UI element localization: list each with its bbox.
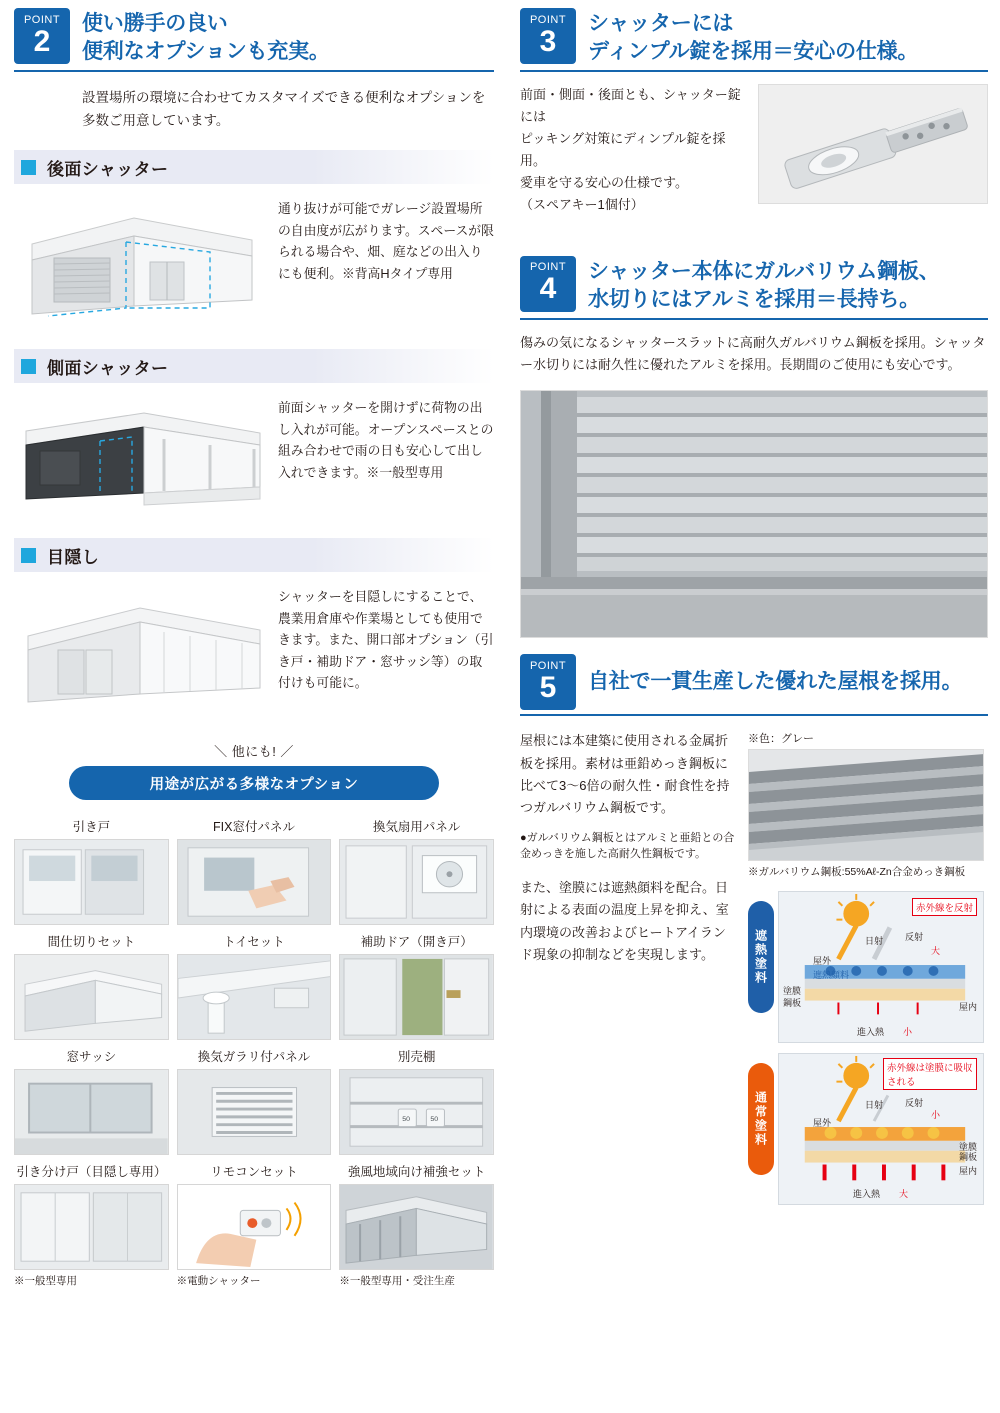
point-4-title (588, 256, 940, 314)
option-label: 窓サッシ (66, 1050, 117, 1065)
point-5-text-column (520, 730, 738, 1204)
point-5-title-line1: 自社で一貫生産した優れた屋根を採用。 (588, 670, 963, 694)
point-4-body: 傷みの気になるシャッタースラットに高耐久ガルバリウム鋼板を採用。シャッター水切りには耐久性に優れたアルミを採用。長期間のご使用にも安心です。 (520, 334, 986, 373)
point-4-badge-number: 4 (539, 272, 557, 306)
folded-roof-photo (748, 749, 984, 861)
point-3-title-line2: ディンプル錠を採用＝安心の仕様。 (588, 39, 919, 63)
point-2-badge-label: POINT (23, 13, 61, 26)
point-5-body-1: 屋根には本建築に使用される金属折板を採用。素材は亜鉛めっき鋼板に比べて3〜6倍の耐久性・耐食性を持つガルバリウム鋼板です。 (520, 733, 730, 816)
normal-paint-diagram (748, 1053, 984, 1205)
blindfold-illustration (14, 584, 272, 719)
normal-paint-diagram-label: 通常塗料 (748, 1063, 774, 1175)
option-item (14, 812, 169, 925)
option-item (177, 812, 332, 925)
normal-paint-diagram-box (778, 1053, 984, 1205)
section-side-shutter-text: 前面シャッターを開けずに荷物の出し入れが可能。オープンスペースとの組み合わせで雨の日も安心して出し入れできます。※一般型専用 (278, 400, 494, 480)
right-column (520, 8, 988, 1205)
option-item (339, 927, 494, 1040)
point-2-title-line2: 便利なオプションも充実。 (82, 39, 330, 63)
label-coating: 塗膜 (783, 985, 802, 996)
sliding-door-thumb (14, 839, 169, 925)
option-label: 強風地域向け補強セット (347, 1165, 486, 1180)
point-5-rule (520, 714, 988, 716)
option-label: 引き戸 (72, 820, 111, 835)
section-rear-shutter-bar (14, 150, 494, 184)
option-label: トイセット (223, 935, 285, 950)
label-steel-plate: 鋼板 (958, 1151, 977, 1162)
section-side-shutter (14, 395, 494, 520)
section-rear-shutter (14, 196, 494, 331)
point-3-body-line-4: （スペアキー1個付） (520, 197, 644, 213)
section-rear-shutter-title: 後面シャッター (47, 159, 169, 179)
point-2-badge (14, 8, 70, 64)
point-5-title (588, 654, 962, 696)
section-blindfold-bar (14, 538, 494, 572)
point-3-badge-label: POINT (529, 13, 567, 26)
label-sunlight: 日射 (865, 935, 884, 946)
option-item (177, 1157, 332, 1288)
point-3-body-line-2: ピッキング対策にディンプル錠を採用。 (520, 131, 726, 169)
window-sash-thumb (14, 1069, 169, 1155)
blue-square-icon (21, 359, 36, 374)
heat-shield-diagram-box (778, 891, 984, 1043)
option-label: 引き分け戸（目隠し専用） (16, 1165, 167, 1180)
label-heat-shield-pigment: 遮熱顔料 (813, 969, 850, 980)
dimple-key-photo (758, 84, 988, 204)
svg-text:50: 50 (402, 1116, 411, 1124)
point-2-title-line1: 使い勝手の良い (82, 12, 228, 35)
section-blindfold-text: シャッターを目隠しにすることで、農業用倉庫や作業場としても使用できます。また、開口部オプション（引き戸・補助ドア・窓サッシ等）の取付けも可能に。 (278, 589, 494, 691)
point-3-title-line1: シャッターには (588, 12, 734, 35)
point-5-body-2: また、塗膜には遮熱顔料を配合。日射による表面の温度上昇を抑え、室内環境の改善およびヒートアイランド現象の抑制などを実現します。 (520, 879, 729, 962)
options-grid (14, 812, 494, 1288)
point-2-body: 設置場所の環境に合わせてカスタマイズできる便利なオプションを多数ご用意しています。 (82, 89, 486, 129)
label-reflection-amount: 小 (931, 1109, 941, 1120)
label-entering-heat-amount: 大 (899, 1188, 909, 1199)
remote-control-set-thumb (177, 1184, 332, 1270)
label-outdoor: 屋外 (813, 1117, 832, 1128)
option-item (14, 927, 169, 1040)
point-4-title-line1: シャッター本体にガルバリウム鋼板、 (588, 259, 940, 283)
point-3-heading (520, 8, 988, 66)
option-label: 間仕切りセット (47, 935, 136, 950)
point-3-body-line-1: 前面・側面・後面とも、シャッター錠には (520, 86, 741, 124)
point-2-badge-number: 2 (33, 24, 51, 58)
option-item (339, 1042, 494, 1155)
fix-window-panel-thumb (177, 839, 332, 925)
label-outdoor: 屋外 (813, 955, 832, 966)
blue-square-icon (21, 160, 36, 175)
point-2-rule (14, 70, 494, 72)
point-4-title-line2: 水切りにはアルミを採用＝長持ち。 (588, 287, 920, 311)
point-3-badge-number: 3 (539, 24, 557, 58)
label-coating: 塗膜 (958, 1141, 977, 1152)
point-3-rule (520, 70, 988, 72)
left-column (14, 8, 494, 1288)
label-steel-plate: 鋼板 (783, 997, 802, 1008)
rear-shutter-illustration (14, 196, 272, 331)
label-indoor: 屋内 (958, 1165, 977, 1176)
point-4-heading (520, 256, 988, 314)
point-4-badge (520, 256, 576, 312)
double-sliding-door-thumb (14, 1184, 169, 1270)
toilet-set-thumb (177, 954, 332, 1040)
option-label: リモコンセット (210, 1165, 298, 1180)
point-5-figure-column (738, 730, 988, 1204)
label-sunlight: 日射 (865, 1099, 884, 1110)
reinforcement-set-thumb (339, 1184, 494, 1270)
option-note: ※一般型専用・受注生産 (339, 1275, 455, 1288)
point-3-body (520, 84, 745, 217)
option-label: 別売棚 (397, 1050, 436, 1065)
section-rear-shutter-text: 通り抜けが可能でガレージ設置場所の自由度が広がります。スペースが限られる場合や、畑、庭などの出入りにも便利。※背高Hタイプ専用 (278, 201, 494, 281)
blue-square-icon (21, 548, 36, 563)
point-4-rule (520, 318, 988, 320)
svg-text:50: 50 (430, 1116, 439, 1124)
label-reflection-amount: 大 (931, 945, 941, 956)
point-5-badge-number: 5 (539, 670, 557, 704)
point-5-badge (520, 654, 576, 710)
label-entering-heat: 進入熱 (853, 1188, 881, 1199)
label-reflection: 反射 (905, 931, 924, 942)
option-item (14, 1157, 169, 1288)
option-label: FIX窓付パネル (213, 820, 295, 835)
point-5-badge-label: POINT (529, 659, 567, 672)
shutter-slat-photo (520, 390, 988, 638)
point-4-badge-label: POINT (529, 261, 567, 274)
option-label: 換気扇用パネル (372, 820, 461, 835)
options-banner: 用途が広がる多様なオプション (69, 766, 439, 800)
point-2-title (82, 8, 330, 66)
auxiliary-door-thumb (339, 954, 494, 1040)
point-5-heading (520, 654, 988, 710)
label-entering-heat: 進入熱 (857, 1026, 885, 1037)
point-3-badge (520, 8, 576, 64)
section-blindfold (14, 584, 494, 719)
section-side-shutter-bar (14, 349, 494, 383)
louver-panel-thumb (177, 1069, 332, 1155)
point-3-title (588, 8, 918, 66)
heat-shield-diagram (748, 891, 984, 1043)
section-side-shutter-title: 側面シャッター (47, 358, 169, 378)
label-indoor: 屋内 (958, 1001, 977, 1012)
point-5-bullet: ●ガルバリウム鋼板とはアルミと亜鉛との合金めっきを施した高耐久性鋼板です。 (520, 831, 735, 861)
section-blindfold-title: 目隠し (47, 547, 100, 567)
option-note: ※電動シャッター (176, 1275, 261, 1288)
point-2-heading (14, 8, 494, 66)
option-item (177, 1042, 332, 1155)
option-item (14, 1042, 169, 1155)
point-3-content (520, 84, 988, 242)
option-note: ※一般型専用 (14, 1275, 77, 1288)
ventilation-fan-panel-thumb (339, 839, 494, 925)
option-item (177, 927, 332, 1040)
optional-shelf-thumb (339, 1069, 494, 1155)
partition-set-thumb (14, 954, 169, 1040)
point-3-body-line-3: 愛車を守る安心の仕様です。 (520, 175, 688, 191)
heat-shield-diagram-label: 遮熱塗料 (748, 901, 774, 1013)
options-lead: ＼ 他にも! ／ (214, 744, 294, 760)
roof-spec-note: ※ガルバリウム鋼板:55%Aℓ-Zn合金めっき鋼板 (748, 866, 966, 879)
label-reflection: 反射 (905, 1097, 924, 1108)
option-item (339, 812, 494, 925)
heat-shield-callout: 赤外線を反射 (912, 898, 977, 916)
label-entering-heat-amount: 小 (903, 1026, 913, 1037)
point-5-content (520, 730, 988, 1204)
option-label: 換気ガラリ付パネル (197, 1050, 311, 1065)
roof-color-note: ※色：グレー (748, 733, 814, 746)
normal-paint-callout: 赤外線は塗膜に吸収される (883, 1058, 977, 1090)
option-item (339, 1157, 494, 1288)
option-label: 補助ドア（開き戸） (360, 935, 473, 950)
side-shutter-illustration (14, 395, 272, 520)
